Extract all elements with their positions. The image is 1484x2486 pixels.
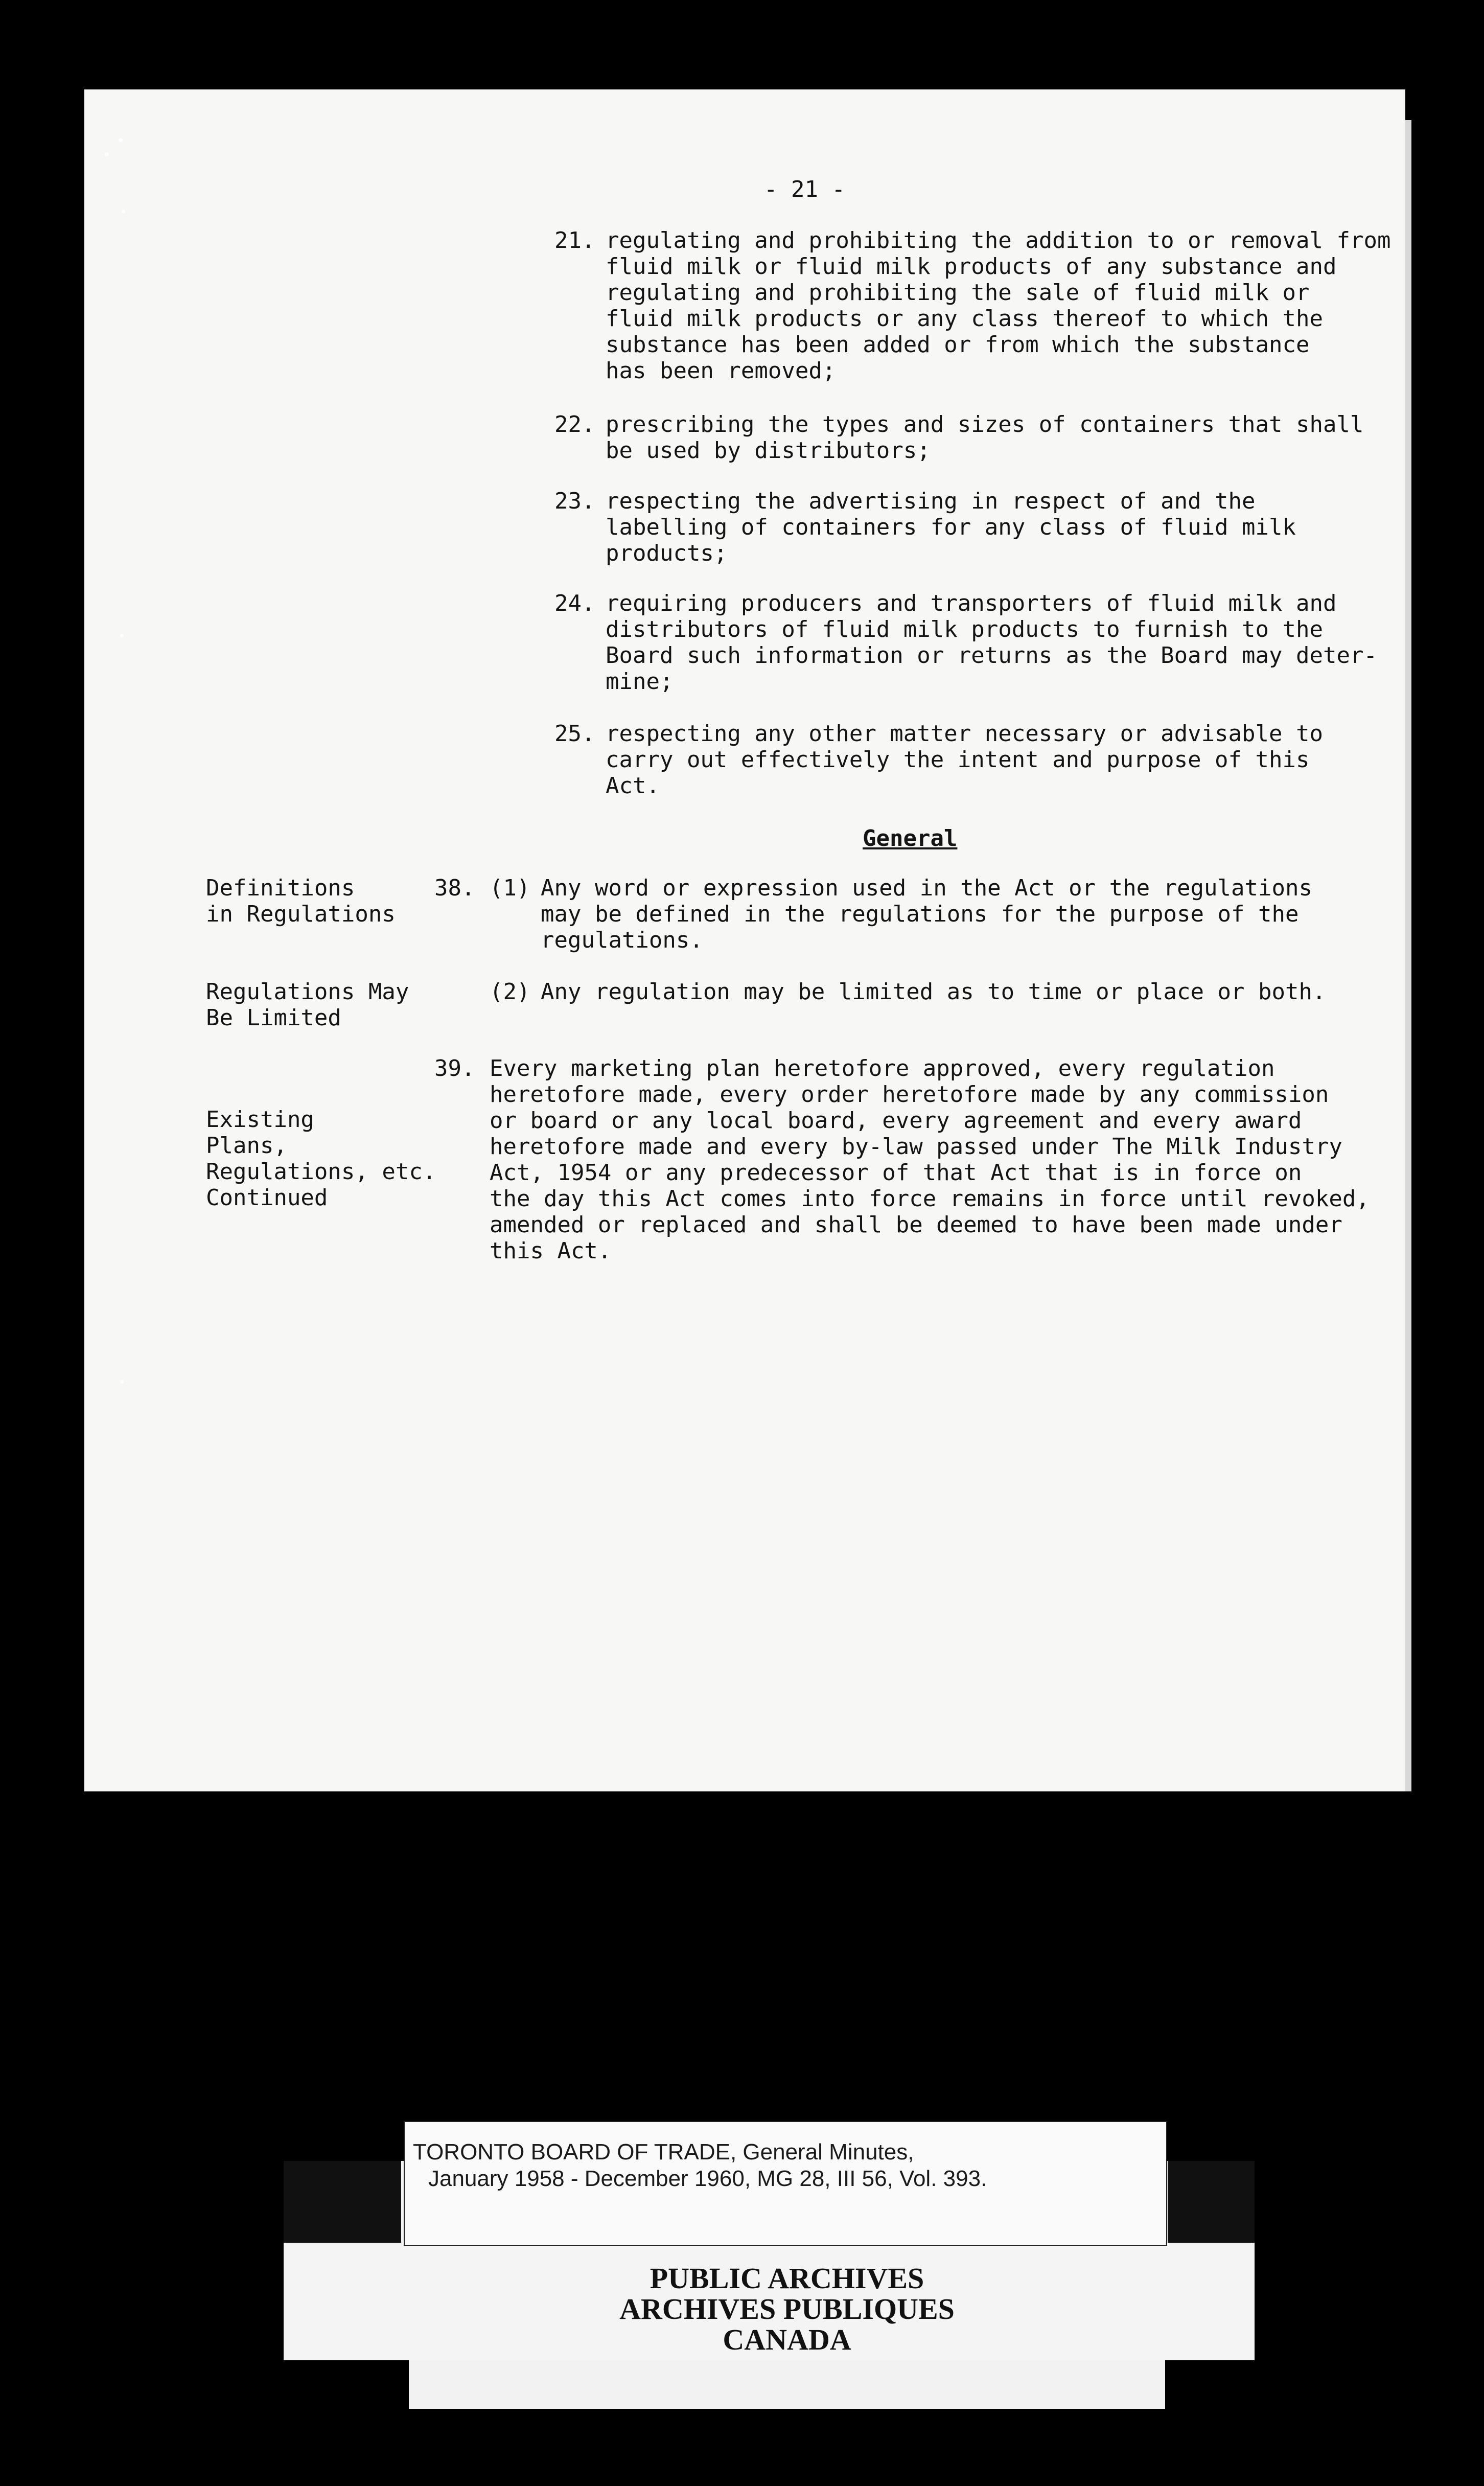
- archives-stamp: [409, 2263, 1165, 2355]
- archive-citation: [413, 2139, 1159, 2192]
- subsection-2-number: (2): [490, 979, 530, 1005]
- clause-text: respecting the advertising in respect of and the labelling of containers for any class of fluid milk products;: [606, 488, 1296, 566]
- clause-number: 23.: [554, 488, 595, 514]
- canada-text: CANADA: [723, 2323, 851, 2356]
- clause-23: [554, 488, 1372, 567]
- section-heading: General: [863, 825, 958, 851]
- section-38-number: 38.: [434, 875, 475, 901]
- public-archives-text: PUBLIC ARCHIVES: [650, 2262, 924, 2295]
- clause-24: [554, 590, 1377, 695]
- label-notch-right: [1168, 2161, 1255, 2243]
- film-speck: [119, 138, 123, 142]
- page-number: - 21 -: [764, 176, 845, 202]
- margin-note-definitions: Definitions in Regulations: [206, 875, 396, 927]
- clause-number: 22.: [554, 411, 595, 438]
- clause-text: requiring producers and transporters of fluid milk and distributors of fluid milk products to furnish to the Board such information or returns as the Board may deter- mine;: [606, 590, 1377, 695]
- subsection-1-text: Any word or expression used in the Act or the regulations may be defined in the regulations for the purpose of the regulations.: [541, 875, 1312, 953]
- clause-21: [554, 227, 1391, 386]
- section-39-text: Every marketing plan heretofore approved, every regulation heretofore made, every order heretofore made by any commission or board or any local board, every agreement and every award heretofore made and every by-law passed under The Milk Industry Act, 1954 or any predecessor of that Act that is in force on the day this Act comes into force remains in force until revoked, amended or replaced and shall be deemed to have been made under this Act.: [490, 1055, 1370, 1264]
- label-notch-left: [284, 2161, 401, 2243]
- margin-note-limited: Regulations May Be Limited: [206, 979, 409, 1031]
- clause-number: 21.: [554, 227, 595, 254]
- film-speck: [120, 634, 124, 637]
- clause-text: prescribing the types and sizes of containers that shall be used by distributors;: [606, 411, 1364, 464]
- clause-25: [554, 721, 1372, 800]
- clause-text: regulating and prohibiting the addition to or removal from fluid milk or fluid milk products of any substance and regulating and prohibiting the sale of fluid milk or fluid milk products or any class thereof to which the substance has been added or from which the substance has been removed;: [606, 227, 1391, 384]
- film-speck: [122, 210, 125, 213]
- subsection-2-text: Any regulation may be limited as to time or place or both.: [541, 979, 1326, 1005]
- citation-line-2: January 1958 - December 1960, MG 28, III 56, Vol. 393.: [428, 2166, 987, 2191]
- label-bottom-strip: [409, 2360, 1165, 2409]
- citation-line-1: TORONTO BOARD OF TRADE, General Minutes,: [413, 2139, 914, 2165]
- clause-number: 25.: [554, 721, 595, 747]
- clause-number: 24.: [554, 590, 595, 616]
- film-speck: [105, 152, 109, 156]
- margin-note-existing: Existing Plans, Regulations, etc. Continued: [206, 1107, 436, 1211]
- subsection-1-number: (1): [490, 875, 530, 901]
- clause-22: [554, 411, 1372, 465]
- clause-text: respecting any other matter necessary or advisable to carry out effectively the intent and purpose of this Act.: [606, 721, 1323, 799]
- film-speck: [120, 1380, 124, 1384]
- archives-publiques-text: ARCHIVES PUBLIQUES: [619, 2292, 955, 2326]
- section-39-number: 39.: [434, 1055, 475, 1081]
